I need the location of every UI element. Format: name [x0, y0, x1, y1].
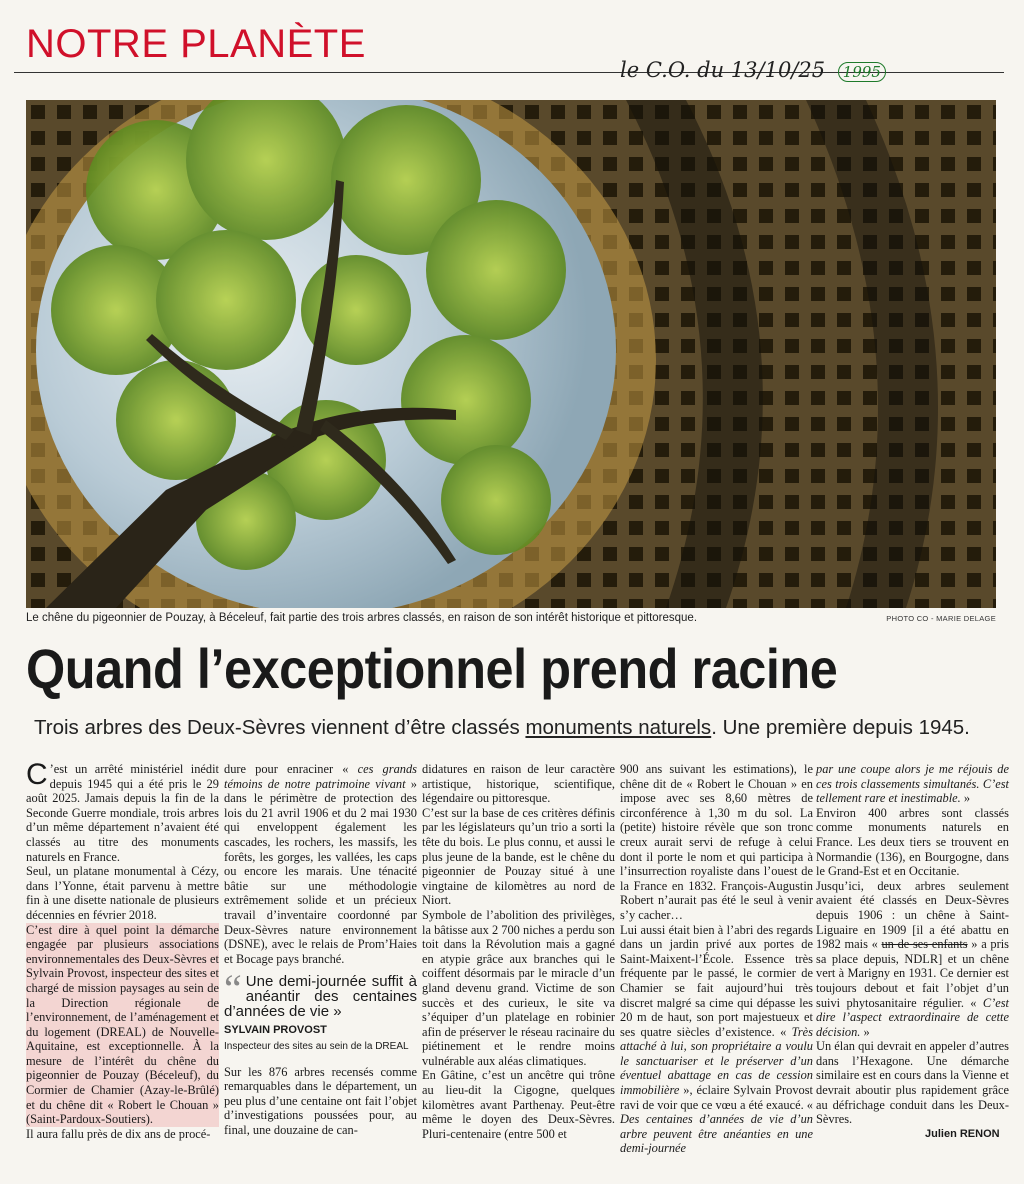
handwritten-note	[620, 58, 886, 82]
col1-paragraph: Seul, un platane monumental à Cézy, dans l’Yonne, était parvenu à mettre fin à une disette nationale de plusieurs décennies en février 2018.	[26, 864, 219, 922]
article-photo	[26, 100, 996, 608]
col2-paragraph: Sur les 876 arbres recensés comme remarquables dans le département, un peu plus d’une centaine ont fait l’objet d’investigations poussées pour, au final, une douzaine de can-	[224, 1064, 417, 1137]
col4-italic: Des centaines d’années de vie d’un arbre peuvent être anéanties en une demi-journée	[620, 1112, 813, 1156]
col1-paragraph: Il aura fallu près de dix ans de procé-	[26, 1126, 211, 1141]
subhead-underlined: monuments naturels	[525, 716, 712, 739]
subhead-pre: Trois arbres des Deux-Sèvres viennent d’être classés	[34, 716, 526, 739]
col3-paragraph: C’est sur la base de ces critères définis par les législateurs qu’un trio a sorti la tête du bois. Le plus connu, et aussi le plus jeune de la bande, est le chêne du pigeonnier de Pouzay situé à une vingtaine de kilomètres au nord de Niort.	[422, 805, 615, 908]
pull-quote	[224, 966, 417, 1054]
column-2	[224, 762, 417, 1137]
author-signature: Julien RENON	[925, 1128, 1000, 1140]
photo-credit: PHOTO CO - MARIE DELAGE	[886, 614, 996, 623]
article-headline: Quand l’exceptionnel prend racine	[26, 637, 838, 700]
col3-paragraph: didatures en raison de leur caractère artistique, historique, scientifique, légendaire ou pittoresque.	[422, 762, 615, 806]
col2-text: » dans le périmètre de protection des lois du 21 avril 1906 et du 2 mai 1930 qui enveloppent également les cascades, les rochers, les massifs, les forêts, les gorges, les vallées, les caps ou encore les marais. Une ténacité bâtie sur une méthodologie extrêmement solide et un précieux travail d’inventaire coordonné par Deux-Sèvres nature environnement (DSNE), avec le relais de Prom’Haies et Bocage pays branché.	[224, 776, 417, 966]
quote-role: Inspecteur des sites au sein de la DREAL	[224, 1040, 409, 1052]
col5-italic: par une coupe alors je me réjouis de ces trois classements simultanés. C’est tellement rare et inestimable.	[816, 762, 1009, 806]
col4-text: », éclaire Sylvain Provost ravi de voir que ce vœu a été exaucé. «	[620, 1083, 813, 1112]
col5-paragraph: Environ 400 arbres sont classés comme monuments naturels en France. Les deux tiers se trouvent en Normandie (136), en Bourgogne, dans le Grand-Est et en Occitanie.	[816, 805, 1009, 879]
subhead-post: . Une première depuis 1945.	[711, 716, 970, 739]
handwritten-year: 1995	[838, 62, 886, 82]
tree-tower-illustration	[26, 100, 996, 608]
col4-text: Lui aussi était bien à l’abri des regards dans un jardin privé aux portes de Saint-Maixent-l’École. Essence très fréquente par le passé, le cormier de Chamier se fait aujourd’hui très discret malgré sa cime qui dépasse les 20 m de haut, son port majestueux et ses quatre siècles d’existence. «	[620, 922, 813, 1039]
article-subhead	[34, 716, 1004, 740]
col3-paragraph: En Gâtine, c’est un ancêtre qui trône au lieu-dit la Cigogne, quelques kilomètres avant Parthenay. Peut-être même le doyen des Deux-Sèvres. Pluri-centenaire (entre 500 et	[422, 1068, 615, 1141]
photo-caption: Le chêne du pigeonnier de Pouzay, à Béceleuf, fait partie des trois arbres classés, en raison de son intérêt historique et pittoresque.	[26, 612, 698, 624]
drop-cap: C	[26, 758, 48, 791]
col5-italic: C’est dire l’aspect extraordinaire de cette décision.	[816, 995, 1009, 1039]
col2-italic: ces grands témoins de notre patrimoine vivant	[224, 762, 417, 791]
col2-text: dure pour enraciner «	[224, 762, 358, 776]
col4-paragraph: 900 ans suivant les estimations), le chêne dit de « Robert le Chouan » en impose avec ses 8,60 mètres de circonférence à 1,30 m du sol. La (petite) histoire révèle que son tronc creux aurait servi de refuge à celui dont il porte le nom et qui participa à l’insurrection royaliste dans l’ouest de la France en 1832. François-Augustin Robert n’aurait pas été le seul à venir s’y cacher…	[620, 762, 813, 922]
column-3	[422, 762, 615, 1141]
column-4	[620, 762, 813, 1156]
col3-paragraph: Symbole de l’abolition des privilèges, la bâtisse aux 2 700 niches a perdu son toit dans la Révolution mais a gagné en atypie grâce aux branches qui le coiffent désormais par le miracle d’un gland devenu grand. Victime de son succès et des curieux, le site va s’équiper d’un platelage en robinier afin de préserver le réseau racinaire du piétinement et le rendre moins vulnérable aux aléas climatiques.	[422, 907, 615, 1068]
col5-struck: un de ses enfants	[881, 937, 968, 952]
col5-text: Jusqu’ici, deux arbres seulement avaient été classés en Deux-Sèvres depuis 1906 : un chêne à Saint-Liguaire en 1909 [il a été abattu en 1982 mais «	[816, 878, 1009, 952]
col5-paragraph: Un élan qui devrait en appeler d’autres dans l’Hexagone. Une démarche similaire est en cours dans la Vienne et devrait aboutir plus rapidement grâce au défrichage conduit dans les Deux-Sèvres.	[816, 1039, 1009, 1127]
column-1	[26, 758, 219, 1141]
handwritten-note-text: le C.O. du 13/10/25	[620, 58, 826, 82]
quote-text: Une demi-journée suffit à anéantir des centaines d’années de vie »	[224, 973, 417, 1021]
col5-text: »	[960, 791, 971, 806]
col5-text: »	[860, 1024, 870, 1039]
col1-paragraph: ’est un arrêté ministériel inédit depuis 1945 qui a été pris le 29 août 2025. Jamais depuis la fin de la Seconde Guerre mondiale, trois arbres d’un même département n’avaient été classés au titre des monuments naturels en France.	[26, 762, 219, 864]
col4-italic: Très attaché à lui, son propriétaire a voulu le sanctuariser et le préserver d’un éventuel abattage en cas de cession immobilière	[620, 1024, 813, 1098]
quote-author: SYLVAIN PROVOST	[224, 1024, 327, 1037]
col5-text: » a pris sa place depuis, NDLR] et un chêne vert à Marigny en 1931. Ce dernier est toujours debout et fait l’objet d’un suivi phytosanitaire régulier. «	[816, 937, 1009, 1010]
section-rubric: NOTRE PLANÈTE	[26, 22, 366, 66]
column-5	[816, 762, 1009, 1127]
quote-mark-icon: “	[224, 966, 242, 1012]
col1-paragraph: C’est dire à quel point la démarche engagée par plusieurs associations environnementales des Deux-Sèvres et Sylvain Provost, inspecteur des sites et chargé de mission paysages au sein de la Direction régionale de l’environnement, de l’aménagement et du logement (DREAL) de Nouvelle-Aquitaine, est exceptionnelle. À la mesure de l’intérêt du chêne du pigeonnier de Pouzay (Béceleuf), du Cormier de Chamier (Azay-le-Brûlé) et du chêne dit « Robert le Chouan » (Saint-Pardoux-Soutiers).	[26, 922, 219, 1127]
